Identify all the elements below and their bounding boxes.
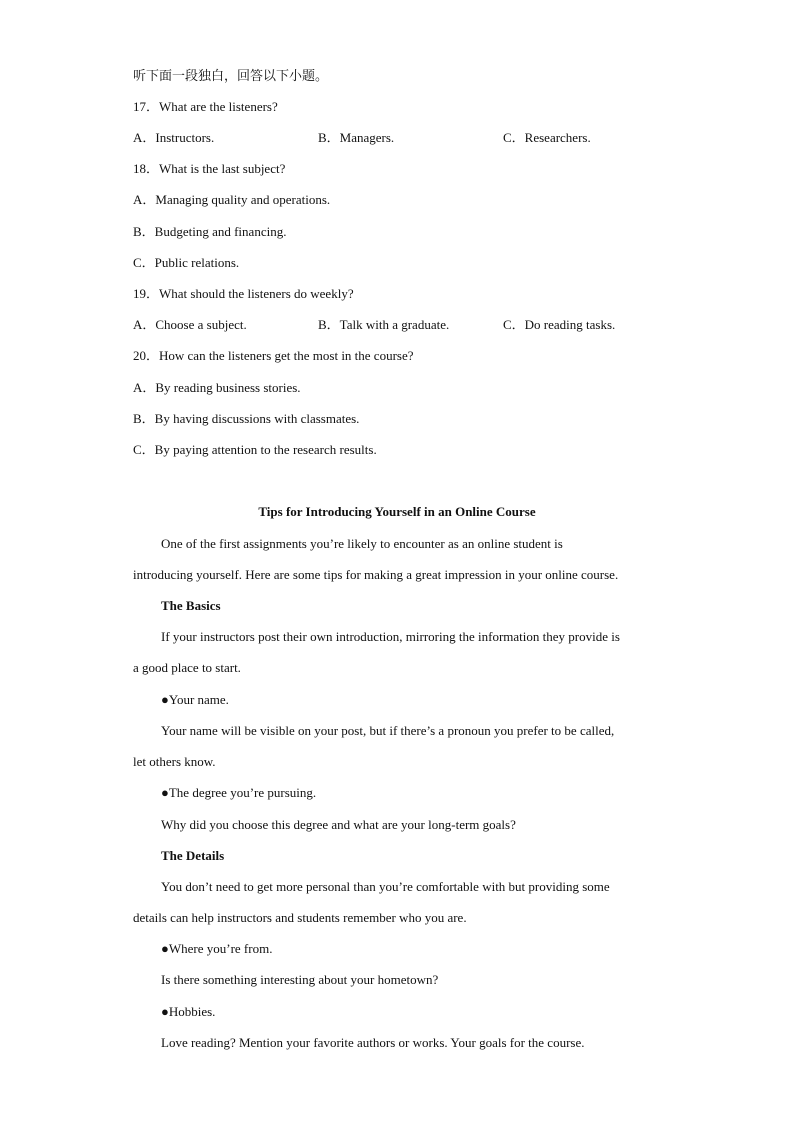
bullet-degree: ●The degree you’re pursuing.: [161, 785, 317, 800]
intro-line-2: introducing yourself. Here are some tips for making a great impression in your online course.: [133, 567, 619, 582]
question-17-option-c: C．Researchers.: [503, 130, 591, 145]
question-17-stem: 17．What are the listeners?: [133, 99, 278, 114]
question-18-stem: 18．What is the last subject?: [133, 161, 286, 176]
question-19-option-c: C．Do reading tasks.: [503, 317, 616, 332]
name-line-1: Your name will be visible on your post, but if there’s a pronoun you prefer to be called,: [161, 723, 615, 738]
question-20-option-a: A．By reading business stories.: [133, 380, 301, 395]
question-19-option-b: B．Talk with a graduate.: [318, 317, 450, 332]
question-19-option-a: A．Choose a subject.: [133, 317, 247, 332]
question-17-option-b: B．Managers.: [318, 130, 395, 145]
details-line-2: details can help instructors and students remember who you are.: [133, 910, 467, 925]
basics-line-2: a good place to start.: [133, 660, 241, 675]
basics-line-1: If your instructors post their own introduction, mirroring the information they provide is: [161, 629, 620, 644]
question-17-option-a: A．Instructors.: [133, 130, 215, 145]
listening-instruction: 听下面一段独白，回答以下小题。: [133, 68, 329, 83]
question-20-stem: 20．How can the listeners get the most in the course?: [133, 348, 414, 363]
question-19-stem: 19．What should the listeners do weekly?: [133, 286, 354, 301]
passage-title: Tips for Introducing Yourself in an Online Course: [258, 504, 536, 519]
details-line-1: You don’t need to get more personal than you’re comfortable with but providing some: [161, 879, 610, 894]
bullet-where-from: ●Where you’re from.: [161, 941, 273, 956]
question-20-option-c: C．By paying attention to the research results.: [133, 442, 377, 457]
question-18-option-c: C．Public relations.: [133, 255, 240, 270]
intro-line-1: One of the first assignments you’re likely to encounter as an online student is: [161, 536, 563, 551]
bullet-your-name: ●Your name.: [161, 692, 229, 707]
name-line-2: let others know.: [133, 754, 216, 769]
from-text: Is there something interesting about your hometown?: [161, 972, 439, 987]
question-18-option-a: A．Managing quality and operations.: [133, 192, 331, 207]
hobbies-text: Love reading? Mention your favorite authors or works. Your goals for the course.: [161, 1035, 585, 1050]
basics-heading: The Basics: [161, 598, 221, 613]
question-20-option-b: B．By having discussions with classmates.: [133, 411, 360, 426]
degree-text: Why did you choose this degree and what are your long-term goals?: [161, 817, 516, 832]
details-heading: The Details: [161, 848, 225, 863]
question-18-option-b: B．Budgeting and financing.: [133, 224, 287, 239]
bullet-hobbies: ●Hobbies.: [161, 1004, 216, 1019]
